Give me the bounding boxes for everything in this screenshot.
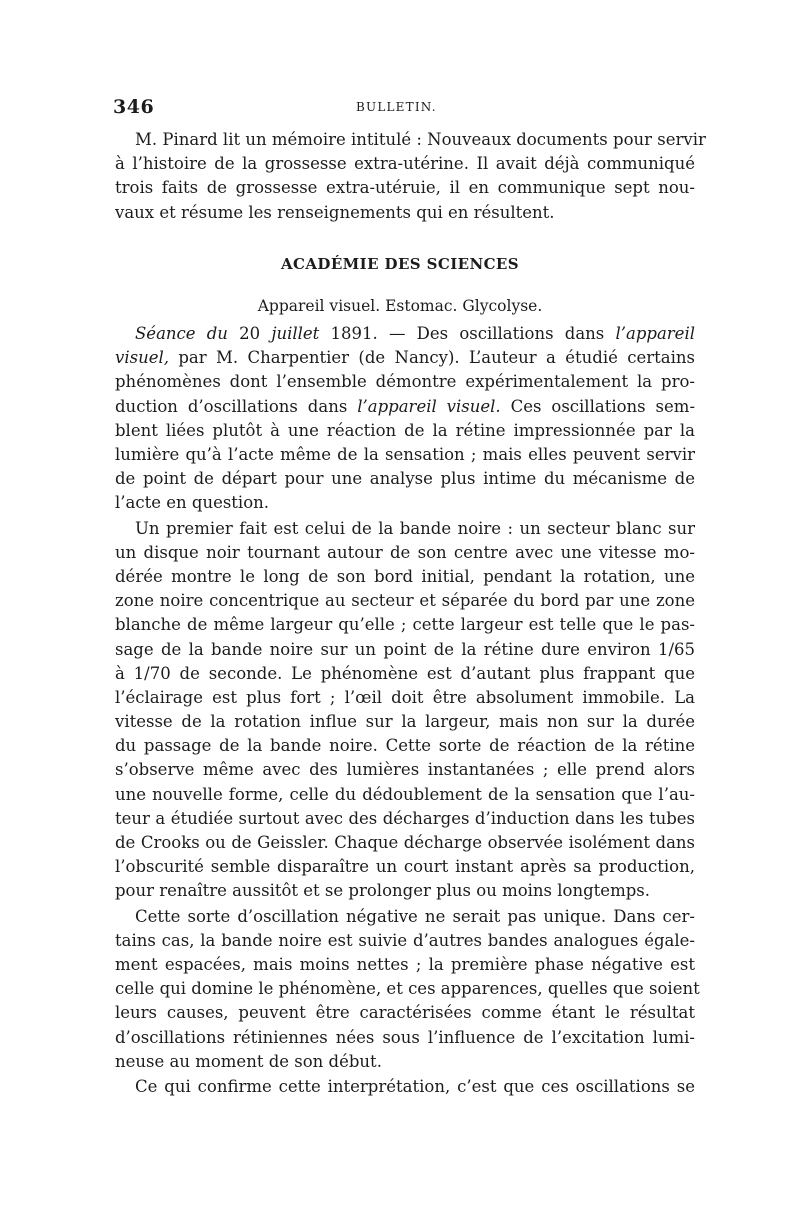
p2-line-4: zone noire concentrique au secteur et séparée du bord par une zone <box>115 591 695 610</box>
p2-line-12: une nouvelle forme, celle du dédoublement de la sensation que l’au- <box>115 785 695 804</box>
p1-line-3: phénomènes dont l’ensemble démontre expérimentalement la pro- <box>115 372 695 391</box>
intro-line-2: à l’histoire de la grossesse extra-utérine. Il avait déjà communiqué <box>115 154 695 173</box>
p1-line-5: blent liées plutôt à une réaction de la rétine impressionnée par la <box>115 421 695 440</box>
p3-line-4: celle qui domine le phénomène, et ces apparences, quelles que soient <box>115 979 700 998</box>
p1-line-4-after: Ces oscillations sem- <box>510 397 696 416</box>
p1-italic-visuel: visuel, <box>115 348 169 367</box>
p1-line-8: l’acte en question. <box>115 493 270 512</box>
p2-line-1: Un premier fait est celui de la bande noire : un secteur blanc sur <box>135 519 695 538</box>
p3-line-7: neuse au moment de son début. <box>115 1052 382 1071</box>
p2-line-9: vitesse de la rotation influe sur la largeur, mais non sur la durée <box>115 712 695 731</box>
p1-line-2 <box>115 347 695 369</box>
p2-line-14: de Crooks ou de Geissler. Chaque décharge observée isolément dans <box>115 833 695 852</box>
p2-line-11: s’observe même avec des lumières instantanées ; elle prend alors <box>115 760 695 779</box>
section-heading: ACADÉMIE DES SCIENCES <box>281 255 519 273</box>
p1-line-7: de point de départ pour une analyse plus intime du mécanisme de <box>115 469 695 488</box>
section-subheading: Appareil visuel. Estomac. Glycolyse. <box>257 297 543 315</box>
intro-line-3: trois faits de grossesse extra-utéruie, il en communique sept nou- <box>115 178 695 197</box>
p2-line-16: pour renaître aussitôt et se prolonger plus ou moins longtemps. <box>115 881 650 900</box>
p3-line-2: tains cas, la bande noire est suivie d’autres bandes analogues égale- <box>115 931 695 950</box>
p3-line-1: Cette sorte d’oscillation négative ne serait pas unique. Dans cer- <box>135 907 695 926</box>
p1-italic-appareil: l’appareil <box>615 324 695 343</box>
p1-line-1 <box>135 323 695 345</box>
p1-line-2-text: par M. Charpentier (de Nancy). L’auteur a étudié certains <box>178 348 695 367</box>
seance-month: juillet <box>271 324 320 343</box>
p2-line-10: du passage de la bande noire. Cette sorte de réaction de la rétine <box>115 736 695 755</box>
p2-line-6: sage de la bande noire sur un point de la rétine dure environ 1/65 <box>115 640 695 659</box>
page-number: 346 <box>113 96 155 118</box>
p3-line-5: leurs causes, peuvent être caractérisées comme étant le résultat <box>115 1003 695 1022</box>
p1-line-4 <box>115 396 695 418</box>
p2-line-8: l’éclairage est plus fort ; l’œil doit être absolument immobile. La <box>115 688 695 707</box>
seance-day: 20 <box>239 324 261 343</box>
p3-line-3: ment espacées, mais moins nettes ; la première phase négative est <box>115 955 695 974</box>
intro-line-4: vaux et résume les renseignements qui en résultent. <box>115 203 555 222</box>
p3-line-6: d’oscillations rétiniennes nées sous l’influence de l’excitation lumi- <box>115 1028 695 1047</box>
p1-line-6: lumière qu’à l’acte même de la sensation ; mais elles peuvent servir <box>115 445 695 464</box>
seance-label: Séance du <box>135 324 228 343</box>
intro-line-1: M. Pinard lit un mémoire intitulé : Nouveaux documents pour servir <box>135 130 706 149</box>
p1-line-1-text: 1891. — Des oscillations dans <box>330 324 605 343</box>
p2-line-2: un disque noir tournant autour de son centre avec une vitesse mo- <box>115 543 695 562</box>
p2-line-13: teur a étudiée surtout avec des décharges d’induction dans les tubes <box>115 809 695 828</box>
p1-line-4-italic: l’appareil visuel. <box>357 397 501 416</box>
running-head: BULLETIN. <box>356 100 437 114</box>
p2-line-7: à 1/70 de seconde. Le phénomène est d’autant plus frappant que <box>115 664 695 683</box>
p2-line-3: dérée montre le long de son bord initial, pendant la rotation, une <box>115 567 695 586</box>
p2-line-15: l’obscurité semble disparaître un court instant après sa production, <box>115 857 695 876</box>
p2-line-5: blanche de même largeur qu’elle ; cette largeur est telle que le pas- <box>115 615 695 634</box>
p1-line-4-before: duction d’oscillations dans <box>115 397 348 416</box>
p4-line-1: Ce qui confirme cette interprétation, c’est que ces oscillations se <box>135 1077 695 1096</box>
